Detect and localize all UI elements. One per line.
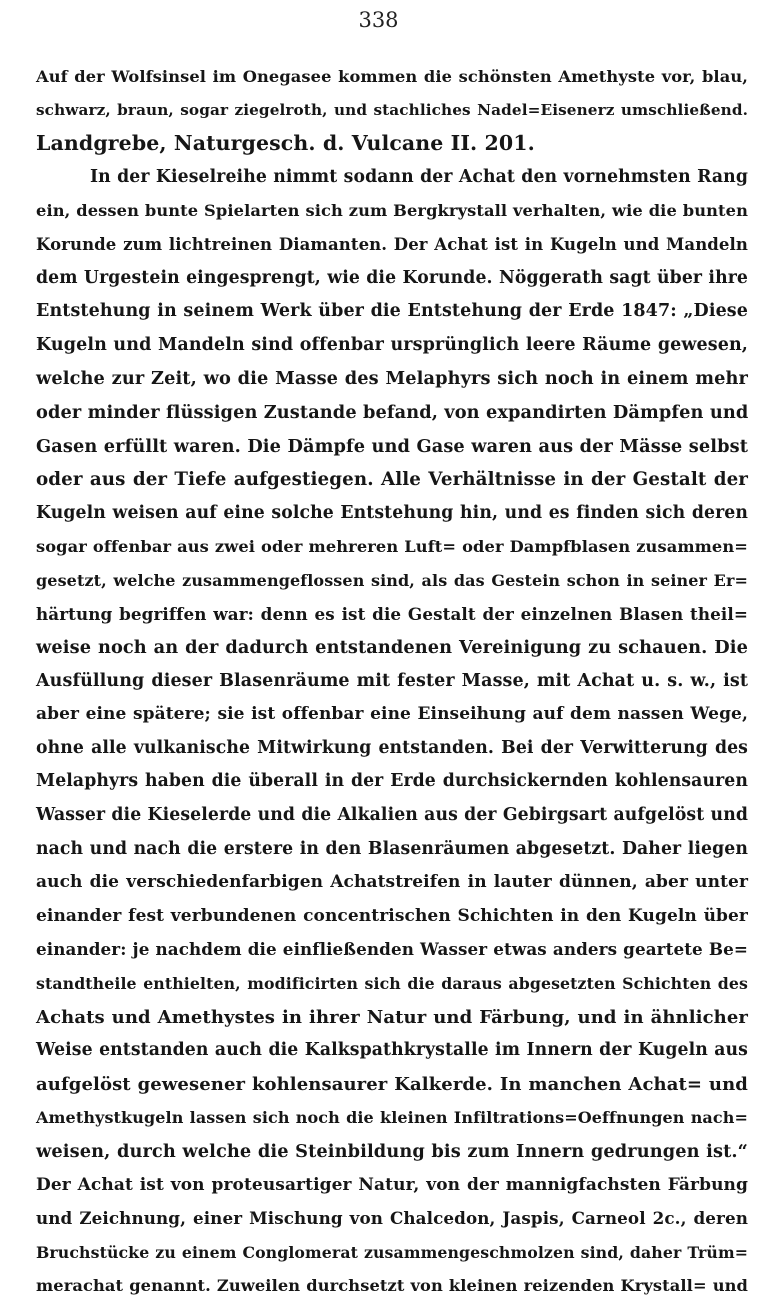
- text-line: gesetzt, welche zusammengeflossen sind, als das Gestein schon in seiner Er=: [36, 570, 748, 590]
- text-line: ohne alle vulkanische Mitwirkung entstanden. Bei der Verwitterung des: [36, 737, 748, 758]
- text-line: Entstehung in seinem Werk über die Entstehung der Erde 1847: „Diese: [36, 301, 748, 322]
- text-line: Korunde zum lichtreinen Diamanten. Der Achat ist in Kugeln und Mandeln: [36, 234, 748, 254]
- text-line: und Zeichnung, einer Mischung von Chalcedon, Jaspis, Carneol 2c., deren: [36, 1208, 748, 1229]
- text-line: weise noch an der dadurch entstandenen Vereinigung zu schauen. Die: [36, 637, 748, 659]
- text-line: Kugeln weisen auf eine solche Entstehung hin, und es finden sich deren: [36, 502, 748, 523]
- text-line: weisen, durch welche die Steinbildung bis zum Innern gedrungen ist.“: [36, 1141, 748, 1162]
- text-line: dem Urgestein eingesprengt, wie die Korunde. Nöggerath sagt über ihre: [36, 267, 748, 288]
- text-line: merachat genannt. Zuweilen durchsetzt von kleinen reizenden Krystall= und: [36, 1276, 748, 1296]
- text-line: Amethystkugeln lassen sich noch die kleinen Infiltrations=Oeffnungen nach=: [36, 1108, 748, 1128]
- body-text: [36, 60, 748, 1303]
- text-line: oder minder flüssigen Zustande befand, von expandirten Dämpfen und: [36, 401, 749, 423]
- text-line: In der Kieselreihe nimmt sodann der Achat den vornehmsten Rang: [90, 166, 748, 187]
- text-line: Ausfüllung dieser Blasenräume mit fester Masse, mit Achat u. s. w., ist: [36, 670, 748, 691]
- text-line: härtung begriffen war: denn es ist die Gestalt der einzelnen Blasen theil=: [36, 603, 748, 624]
- text-line: Melaphyrs haben die überall in der Erde durchsickernden kohlensauren: [36, 771, 748, 792]
- text-line: aufgelöst gewesener kohlensaurer Kalkerde. In manchen Achat= und: [36, 1073, 748, 1095]
- text-line: Bruchstücke zu einem Conglomerat zusammengeschmolzen sind, daher Trüm=: [36, 1242, 748, 1262]
- text-line: einander fest verbundenen concentrischen Schichten in den Kugeln über: [36, 905, 748, 926]
- text-line: Auf der Wolfsinsel im Onegasee kommen die schönsten Amethyste vor, blau,: [36, 67, 748, 86]
- text-line: aber eine spätere; sie ist offenbar eine Einseihung auf dem nassen Wege,: [36, 704, 748, 725]
- text-line: Wasser die Kieselerde und die Alkalien aus der Gebirgsart aufgelöst und: [36, 805, 748, 826]
- page-number: 338: [358, 8, 399, 32]
- text-line: Weise entstanden auch die Kalkspathkrystalle im Innern der Kugeln aus: [36, 1040, 748, 1061]
- text-line: sogar offenbar aus zwei oder mehreren Luft= oder Dampfblasen zusammen=: [36, 537, 748, 557]
- text-line: auch die verschiedenfarbigen Achatstreifen in lauter dünnen, aber unter: [36, 872, 748, 893]
- text-line: Achats und Amethystes in ihrer Natur und Färbung, und in ähnlicher: [36, 1006, 748, 1028]
- text-line: schwarz, braun, sogar ziegelroth, und stachliches Nadel=Eisenerz umschließend.: [36, 100, 748, 119]
- text-line: welche zur Zeit, wo die Masse des Melaphyrs sich noch in einem mehr: [36, 368, 748, 390]
- text-line: oder aus der Tiefe aufgestiegen. Alle Verhältnisse in der Gestalt der: [36, 469, 748, 491]
- text-line: nach und nach die erstere in den Blasenräumen abgesetzt. Daher liegen: [36, 838, 748, 859]
- text-line: Der Achat ist von proteusartiger Natur, von der mannigfachsten Färbung: [36, 1174, 748, 1195]
- text-line: einander: je nachdem die einfließenden Wasser etwas anders geartete Be=: [36, 939, 748, 960]
- text-line: Landgrebe, Naturgesch. d. Vulcane II. 201.: [36, 131, 535, 156]
- text-line: Gasen erfüllt waren. Die Dämpfe und Gase waren aus der Mässe selbst: [36, 435, 748, 457]
- text-line: Kugeln und Mandeln sind offenbar ursprünglich leere Räume gewesen,: [36, 334, 748, 355]
- text-line: ein, dessen bunte Spielarten sich zum Bergkrystall verhalten, wie die bunten: [36, 201, 748, 221]
- text-line: standtheile enthielten, modificirten sich die daraus abgesetzten Schichten des: [36, 974, 748, 994]
